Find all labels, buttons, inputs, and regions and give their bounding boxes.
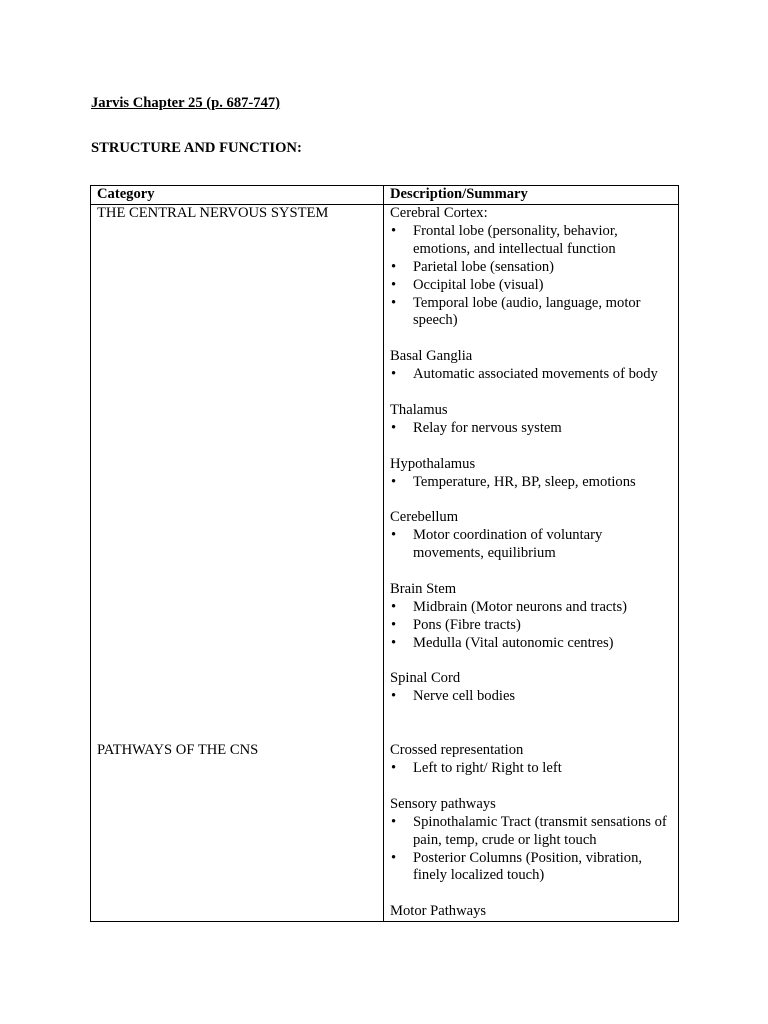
- bullet-list: [390, 420, 672, 438]
- bullet-list: [390, 760, 672, 778]
- section-title: Sensory pathways: [390, 795, 496, 812]
- bullet-list: [390, 688, 672, 706]
- list-item: • Parietal lobe (sensation): [390, 259, 672, 277]
- category-central-nervous-system: THE CENTRAL NERVOUS SYSTEM: [97, 205, 329, 221]
- list-item: • Posterior Columns (Position, vibration, finely localized touch): [390, 850, 672, 886]
- list-item: • Motor coordination of voluntary movements, equilibrium: [390, 527, 672, 563]
- list-item: • Occipital lobe (visual): [390, 277, 672, 295]
- table-row: [91, 205, 679, 922]
- section-title: Thalamus: [390, 401, 448, 418]
- category-cell: [91, 205, 384, 922]
- list-item: • Temporal lobe (audio, language, motor speech): [390, 295, 672, 331]
- list-item: • Nerve cell bodies: [390, 688, 672, 706]
- bullet-list: [390, 599, 672, 653]
- table-header-row: [91, 186, 679, 205]
- column-header-description: Description/Summary: [384, 186, 679, 205]
- bullet-list: [390, 366, 672, 384]
- section-title: Cerebellum: [390, 509, 459, 526]
- list-item: • Automatic associated movements of body: [390, 366, 672, 384]
- section-title: Motor Pathways: [390, 903, 487, 920]
- section-title: Spinal Cord: [390, 670, 461, 687]
- section-heading: STRUCTURE AND FUNCTION:: [91, 140, 302, 156]
- section-title: Hypothalamus: [390, 455, 476, 472]
- document-title: Jarvis Chapter 25 (p. 687-747): [91, 95, 281, 111]
- list-item: • Midbrain (Motor neurons and tracts): [390, 599, 672, 617]
- section-title: Cerebral Cortex:: [390, 205, 488, 221]
- list-item: • Medulla (Vital autonomic centres): [390, 635, 672, 653]
- section-title: Crossed representation: [390, 742, 524, 759]
- list-item: • Pons (Fibre tracts): [390, 617, 672, 635]
- bullet-list: [390, 527, 672, 563]
- bullet-list: [390, 474, 672, 492]
- list-item: • Spinothalamic Tract (transmit sensations of pain, temp, crude or light touch: [390, 814, 672, 850]
- list-item: • Relay for nervous system: [390, 420, 672, 438]
- column-header-category: Category: [91, 186, 384, 205]
- list-item: • Left to right/ Right to left: [390, 760, 672, 778]
- description-cell: [384, 205, 679, 922]
- list-item: • Temperature, HR, BP, sleep, emotions: [390, 474, 672, 492]
- bullet-list: [390, 814, 672, 886]
- bullet-list: [390, 223, 672, 330]
- section-title: Basal Ganglia: [390, 348, 473, 365]
- list-item: • Frontal lobe (personality, behavior, emotions, and intellectual function: [390, 223, 672, 259]
- category-pathways-cns: PATHWAYS OF THE CNS: [97, 741, 259, 758]
- structure-function-table: [90, 185, 679, 922]
- section-title: Brain Stem: [390, 580, 457, 597]
